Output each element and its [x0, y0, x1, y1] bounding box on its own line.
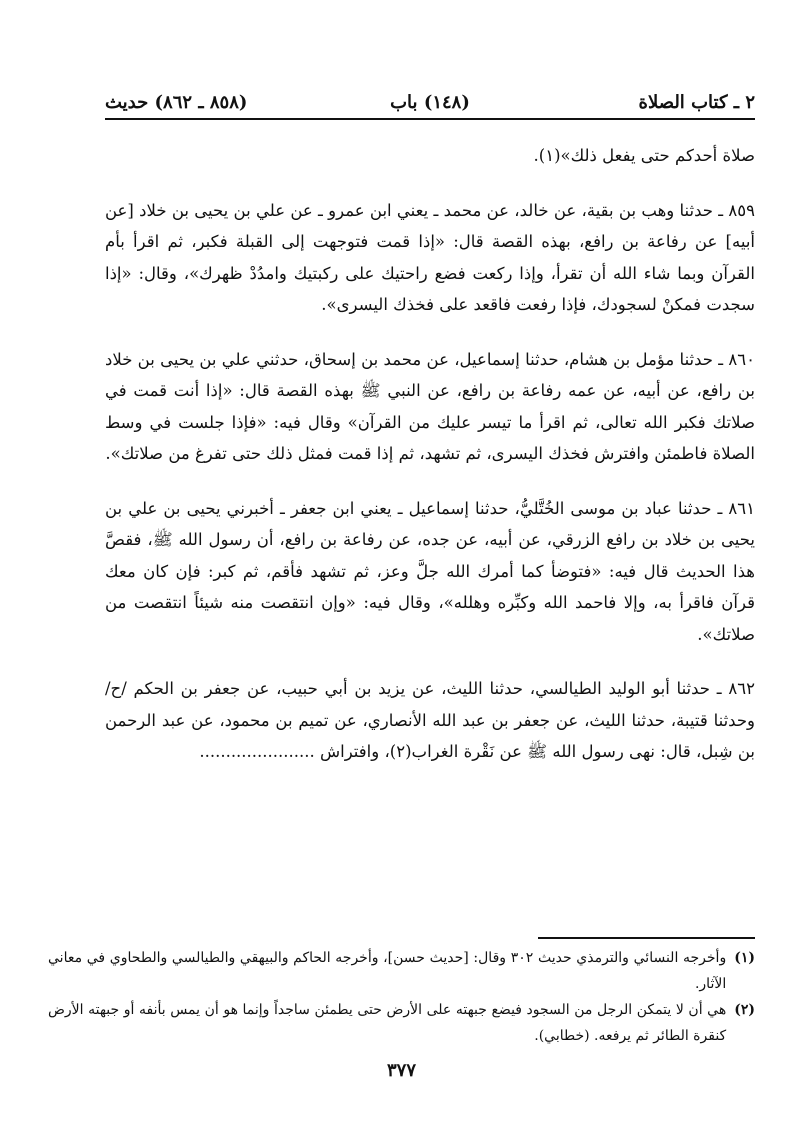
- hadith-859: ٨٥٩ ـ حدثنا وهب بن بقية، عن خالد، عن محمد ـ يعني ابن عمرو ـ عن علي بن يحيى بن خلاد [عن أبيه] عن رفاعة بن رافع، بهذه القصة قال: «إذا قمت فتوجهت إلى القبلة فكبر، ثم اقرأ بأم القرآن وبما شاء الله أن تقرأ، وإذا ركعت فضع راحتيك على ركبتيك وامدُدْ ظهرك»، وقال: «إذا سجدت فمكنْ لسجودك، فإذا رفعت فاقعد على فخذك اليسرى».: [105, 200, 755, 314]
- hadith-861: ٨٦١ ـ حدثنا عباد بن موسى الخُتَّليُّ، حدثنا إسماعيل ـ يعني ابن جعفر ـ أخبرني يحيى بن علي بن يحيى بن خلاد بن رافع الزرقي، عن أبيه، عن جده، عن رفاعة بن رافع، أن رسول الله ﷺ، فقصَّ هذا الحديث قال فيه: «فتوضأ كما أمرك الله جلَّ وعز، ثم تشهد فأقم، ثم كبر: فإن كان معك قرآن فاقرأ به، وإلا فاحمد الله وكبِّره وهلله»، وقال فيه: «وإن انتقصت منه شيئاً انتقصت من صلاتك».: [105, 498, 755, 644]
- hadith-862: ٨٦٢ ـ حدثنا أبو الوليد الطيالسي، حدثنا الليث، عن يزيد بن أبي حبيب، عن جعفر بن الحكم /ح/ وحدثنا قتيبة، حدثنا الليث، عن جعفر بن عبد الله الأنصاري، عن تميم بن محمود، عن عبد الرحمن بن شِبل، قال: نهى رسول الله ﷺ عن نَقْرة الغراب(٢)، وافتراش ......................: [105, 679, 755, 761]
- footnote-divider: [538, 937, 755, 939]
- footnote-number: (٢): [734, 1002, 755, 1018]
- footnote-2: [48, 997, 755, 1049]
- footnotes: [48, 945, 755, 1049]
- hadith-860: ٨٦٠ ـ حدثنا مؤمل بن هشام، حدثنا إسماعيل، عن محمد بن إسحاق، حدثني علي بن يحيى بن خلاد بن رافع، عن أبيه، عن عمه رفاعة بن رافع، عن النبي ﷺ بهذه القصة قال: «إذا أنت قمت في صلاتك فكبر الله تعالى، ثم اقرأ ما تيسر عليك من القرآن» وقال فيه: «فإذا جلست في وسط الصلاة فاطمئن وافترش فخذك اليسرى، ثم تشهد، ثم إذا قمت فمثل ذلك حتى تفرغ من صلاتك».: [105, 349, 755, 463]
- continued-line: صلاة أحدكم حتى يفعل ذلك»(١).: [533, 146, 755, 165]
- footnote-1: [48, 945, 755, 997]
- header-hadith-range: (٨٥٨ ـ ٨٦٢) حديث: [105, 92, 248, 113]
- header-book-title: ٢ ـ كتاب الصلاة: [638, 92, 755, 113]
- header-chapter: (١٤٨) باب: [390, 92, 470, 113]
- footnote-text: هي أن لا يتمكن الرجل من السجود فيضع جبهته على الأرض حتى يطمئن ساجداً وإنما هو أن يمس بأنفه أو جبهته الأرض كنقرة الطائر ثم يرفعه. (خطابي).: [48, 1002, 727, 1044]
- footnote-number: (١): [734, 950, 755, 966]
- main-text: [105, 140, 755, 780]
- page-number: ٣٧٧: [386, 1060, 416, 1081]
- footnote-text: وأخرجه النسائي والترمذي حديث ٣٠٢ وقال: [حديث حسن]، وأخرجه الحاكم والبيهقي والطيالسي والطحاوي في معاني الآثار.: [48, 950, 727, 992]
- running-header: [105, 84, 755, 120]
